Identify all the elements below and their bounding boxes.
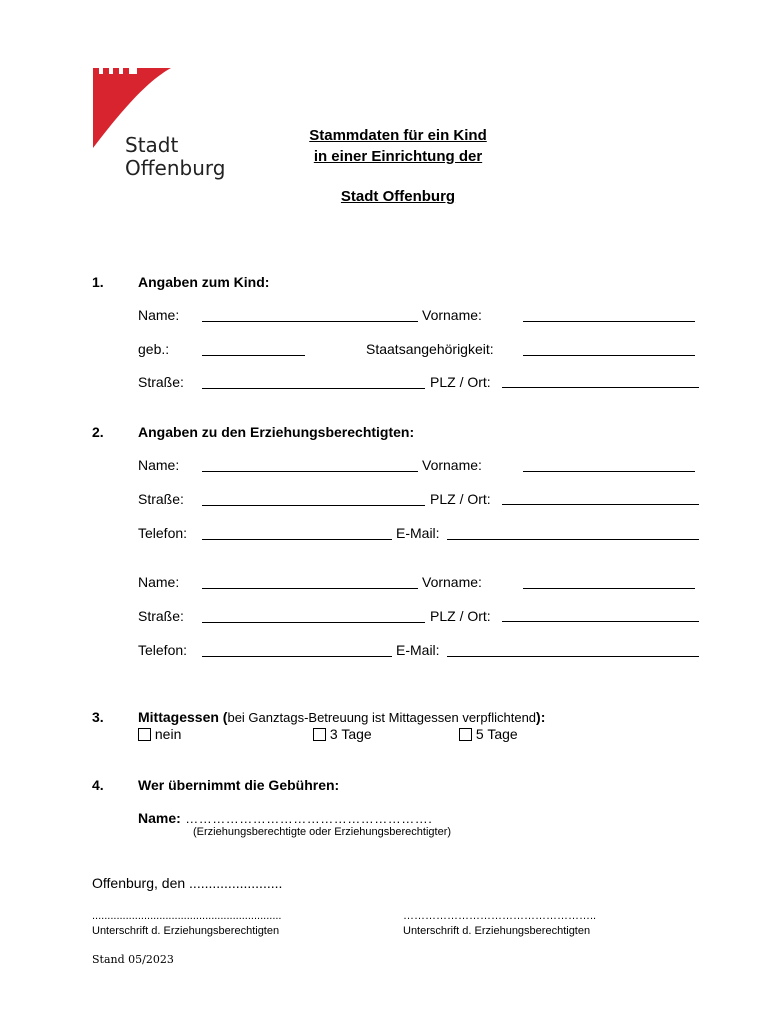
guardian2-email-field[interactable] [447,656,699,657]
guardian2-telefon-field[interactable] [202,656,392,657]
child-vorname-label: Vorname: [422,307,482,323]
child-plz-label: PLZ / Ort: [430,374,491,390]
title-line-3: Stadt Offenburg [340,188,456,205]
section-2-heading: Angaben zu den Erziehungsberechtigten: [138,424,415,440]
section-2-number: 2. [92,424,104,440]
child-name-field[interactable] [202,321,418,322]
section-3-heading-note: bei Ganztags-Betreuung ist Mittagessen verpflichtend [227,710,537,725]
child-strasse-label: Straße: [138,374,184,390]
signature-label-right: Unterschrift d. Erziehungsberechtigten [403,925,591,937]
guardian2-name-label: Name: [138,574,180,590]
option-3-tage-label: 3 Tage [329,726,372,742]
guardian2-vorname-label: Vorname: [422,574,482,590]
payer-hint: (Erziehungsberechtigte oder Erziehungsberechtigter) [193,826,452,838]
form-version: Stand 05/2023 [92,953,174,966]
option-nein-label: nein [154,726,182,742]
guardian2-plz-label: PLZ / Ort: [430,608,491,624]
section-3-heading [138,709,545,725]
guardian2-plz-field[interactable] [502,621,699,622]
guardian2-strasse-label: Straße: [138,608,184,624]
guardian1-strasse-label: Straße: [138,491,184,507]
guardian2-telefon-label: Telefon: [138,642,188,658]
guardian1-vorname-field[interactable] [523,471,695,472]
guardian1-email-label: E-Mail: [396,525,440,541]
guardian2-email-label: E-Mail: [396,642,440,658]
option-nein[interactable] [138,726,181,742]
child-plz-field[interactable] [502,387,699,388]
3-tage-checkbox[interactable] [313,728,326,741]
title-line-1: Stammdaten für ein Kind [309,127,487,144]
section-3-heading-end: ): [536,709,546,725]
section-1-number: 1. [92,274,104,290]
logo-line-2: Offenburg [125,156,226,180]
5-tage-checkbox[interactable] [459,728,472,741]
guardian1-vorname-label: Vorname: [422,457,482,473]
guardian2-strasse-field[interactable] [202,622,425,623]
signature-line-left[interactable]: .............................................................. [92,910,282,922]
place-date-field[interactable]: Offenburg, den ........................ [92,875,283,891]
section-4-heading: Wer übernimmt die Gebühren: [138,777,340,793]
option-5-tage[interactable] [459,726,518,742]
guardian1-name-field[interactable] [202,471,418,472]
guardian1-telefon-label: Telefon: [138,525,188,541]
nein-checkbox[interactable] [138,728,151,741]
section-4-number: 4. [92,777,104,793]
guardian1-plz-field[interactable] [502,504,699,505]
logo-line-1: Stadt [125,133,179,157]
child-strasse-field[interactable] [202,388,425,389]
guardian1-email-field[interactable] [447,539,699,540]
child-geb-field[interactable] [202,355,305,356]
guardian1-telefon-field[interactable] [202,539,392,540]
child-staat-label: Staatsangehörigkeit: [366,341,494,357]
guardian2-vorname-field[interactable] [523,588,695,589]
option-5-tage-label: 5 Tage [475,726,518,742]
child-name-label: Name: [138,307,180,323]
guardian1-strasse-field[interactable] [202,505,425,506]
title-line-2: in einer Einrichtung der [313,148,483,165]
guardian2-name-field[interactable] [202,588,418,589]
signature-label-left: Unterschrift d. Erziehungsberechtigten [92,925,280,937]
child-vorname-field[interactable] [523,321,695,322]
option-3-tage[interactable] [313,726,372,742]
payer-name-label: Name: [138,810,181,826]
child-staat-field[interactable] [523,355,695,356]
guardian1-plz-label: PLZ / Ort: [430,491,491,507]
section-1-heading: Angaben zum Kind: [138,274,270,290]
child-geb-label: geb.: [138,341,170,357]
signature-line-right[interactable]: …………………………………………….. [403,910,597,922]
section-3-number: 3. [92,709,104,725]
section-3-heading-bold: Mittagessen ( [138,709,228,725]
payer-name-field[interactable]: ………………………………………………. [185,811,433,826]
guardian1-name-label: Name: [138,457,180,473]
